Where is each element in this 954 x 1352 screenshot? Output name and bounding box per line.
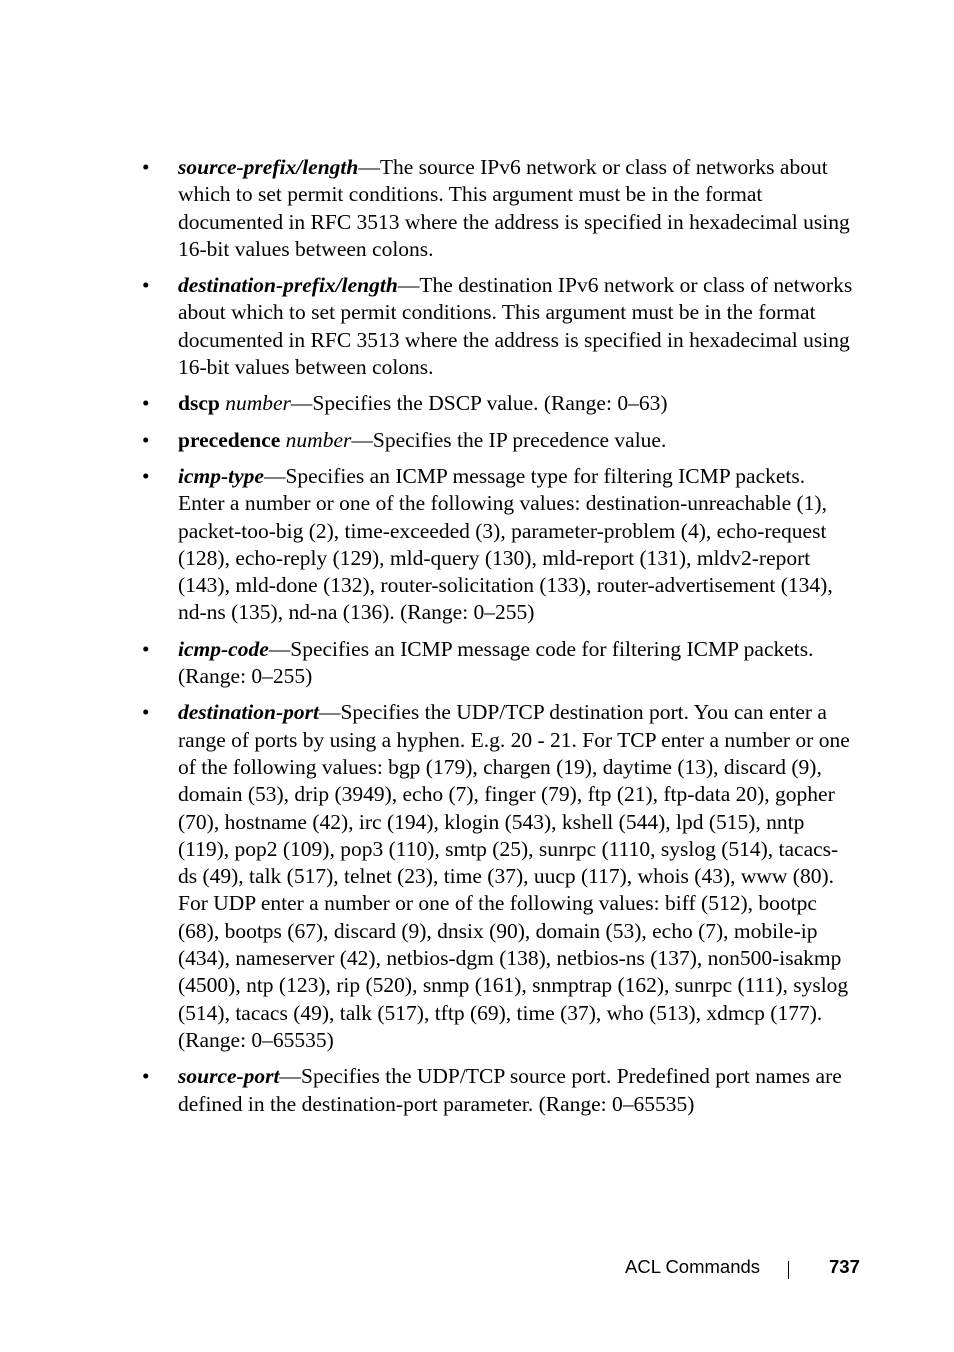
list-item-source-prefix-length	[142, 154, 854, 263]
description: —The source IPv6 network or class of networks about which to set permit conditions. This argument must be in the format documented in RFC 3513 where the address is specified in hexadecimal using 16-bit values between colons.	[178, 155, 850, 261]
list-item-icmp-code	[142, 636, 854, 691]
description: —Specifies an ICMP message code for filtering ICMP packets. (Range: 0–255)	[178, 636, 814, 689]
bullet: •	[142, 155, 150, 179]
list-item-icmp-type	[142, 463, 854, 627]
bullet-list	[142, 154, 854, 1127]
term-icmp-code: icmp-code	[178, 636, 269, 661]
page-number: 737	[829, 1256, 860, 1277]
argument: number	[225, 391, 291, 416]
description: —Specifies the DSCP value. (Range: 0–63)	[290, 391, 668, 416]
term-destination-port: destination-port	[178, 700, 319, 725]
keyword-precedence: precedence	[178, 427, 281, 452]
bullet: •	[142, 273, 150, 298]
list-item-destination-port	[142, 699, 854, 1054]
term-source-port: source-port	[178, 1064, 280, 1089]
description: —Specifies the IP precedence value.	[351, 427, 667, 452]
list-item-destination-prefix-length	[142, 272, 854, 381]
footer-divider	[788, 1261, 789, 1279]
bullet: •	[142, 1064, 150, 1089]
bullet: •	[142, 463, 150, 488]
page-footer	[0, 1256, 954, 1282]
keyword-dscp: dscp	[178, 391, 220, 416]
description: —The destination IPv6 network or class of networks about which to set permit conditions. This argument must be in the format documented in RFC 3513 where the address is specified in hexadecimal using 16-bit values between colons.	[178, 273, 853, 380]
description: —Specifies the UDP/TCP destination port. You can enter a range of ports by using a hyphen. E.g. 20 - 21. For TCP enter a number or one of the following values: bgp (179), chargen (19), daytime (13), discard (9), domain (53), drip (3949), echo (7), finger (79), ftp (21), ftp-data 20), gopher (70), hostname (42), irc (194), klogin (543), kshell (544), lpd (515), nntp (119), pop2 (109), pop3 (110), smtp (25), sunrpc (1110, syslog (514), tacacs-ds (49), talk (517), telnet (23), time (37), uucp (117), whois (43), www (80). For UDP enter a number or one of the following values: biff (512), bootpc (68), bootps (67), discard (9), dnsix (90), domain (53), echo (7), mobile-ip (434), nameserver (42), netbios-dgm (138), netbios-ns (137), non500-isakmp (4500), ntp (123), rip (520), snmp (161), snmptrap (162), sunrpc (111), syslog (514), tacacs (49), talk (517), tftp (69), time (37), who (513), xdmcp (177). (Range: 0–65535)	[178, 700, 850, 1052]
list-item-dscp	[142, 390, 854, 417]
footer-section-title: ACL Commands	[625, 1256, 761, 1277]
bullet: •	[142, 636, 150, 661]
bullet: •	[142, 427, 150, 452]
bullet: •	[142, 391, 150, 416]
bullet: •	[142, 700, 150, 725]
list-item-precedence	[142, 427, 854, 454]
argument: number	[285, 427, 352, 452]
description: —Specifies the UDP/TCP source port. Predefined port names are defined in the destination-port parameter. (Range: 0–65535)	[178, 1064, 842, 1116]
list-item-source-port	[142, 1063, 854, 1118]
term-destination-prefix-length: destination-prefix/length	[178, 273, 398, 298]
term-source-prefix-length: source-prefix/length	[178, 155, 359, 179]
term-icmp-type: icmp-type	[178, 463, 264, 488]
description: —Specifies an ICMP message type for filtering ICMP packets. Enter a number or one of the following values: destination-unreachable (1), packet-too-big (2), time-exceeded (3), parameter-problem (4), echo-request (128), echo-reply (129), mld-query (130), mld-report (131), mldv2-report (143), mld-done (132), router-solicitation (133), router-advertisement (134), nd-ns (135), nd-na (136). (Range: 0–255)	[178, 463, 833, 625]
